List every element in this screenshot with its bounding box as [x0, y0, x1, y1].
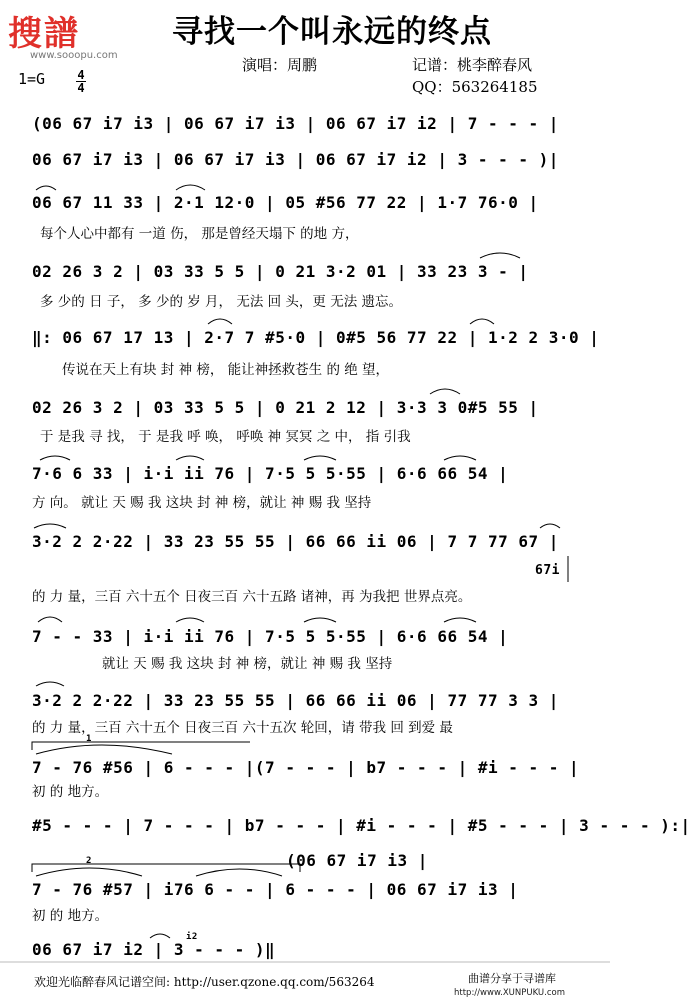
footer-right-url[interactable]: http://www.XUNPUKU.com — [454, 988, 565, 998]
slur-row-9d — [444, 618, 476, 622]
score-row-2: 06 67 i7 i3 | 06 67 i7 i3 | 06 67 i7 i2 | 3 - - - )| — [32, 150, 559, 169]
score-row-1: (06 67 i7 i3 | 06 67 i7 i3 | 06 67 i7 i2 | 7 - - - | — [32, 114, 559, 133]
slur-row-8 — [34, 524, 66, 528]
grace-note: i2 — [186, 932, 198, 942]
lyric-row-4: 多 少的 日 子， 多 少的 岁 月， 无法 回 头，更 无法 遗忘。 — [40, 294, 402, 310]
slur-row-9 — [38, 617, 62, 622]
score-row-4: 02 26 3 2 | 03 33 5 5 | 0 21 3·2 01 | 33 23 3 - | — [32, 262, 529, 281]
lyric-row-5: 传说在天上有块 封 神 榜， 能让神拯救苍生 的 绝 望， — [62, 362, 390, 378]
transcriber-credit: 记谱：桃李醉春风 — [412, 56, 533, 74]
score-row-10: 3·2 2 2·22 | 33 23 55 55 | 66 66 ii 06 | 77 77 3 3 | — [32, 691, 559, 710]
score-row-6: 02 26 3 2 | 03 33 5 5 | 0 21 2 12 | 3·3 3 0#5 55 | — [32, 398, 539, 417]
score-row-8: 3·2 2 2·22 | 33 23 55 55 | 66 66 ii 06 | 7 7 77 67 | — [32, 532, 559, 551]
lyric-row-3: 每个人心中都有 一道 伤， 那是曾经天塌下 的地 方， — [40, 226, 359, 242]
score-row-11: 7 - 76 #56 | 6 - - - |(7 - - - | b7 - - - | #i - - - | — [32, 758, 580, 777]
slur-row-3 — [36, 186, 56, 190]
slur-row-7c — [304, 456, 336, 460]
lyric-row-10: 的 力 量，三百 六十五个 日夜三百 六十五次 轮回，请 带我 回 到爱 最 — [32, 720, 453, 736]
lyric-row-7: 方 向。 就让 天 赐 我 这块 封 神 榜，就让 神 赐 我 坚持 — [32, 495, 372, 511]
singer-credit: 演唱：周鹏 — [242, 56, 318, 74]
lyric-row-6: 于 是我 寻 找， 于 是我 呼 唤， 呼唤 神 冥冥 之 中， 指 引我 — [40, 429, 411, 445]
slur-row-7d — [444, 456, 476, 460]
volta-2-label: 2 — [86, 856, 92, 866]
lyric-row-9: 就让 天 赐 我 这块 封 神 榜，就让 神 赐 我 坚持 — [102, 656, 393, 672]
score-row-7: 7·6 6 33 | i·i ii 76 | 7·5 5 5·55 | 6·6 66 54 | — [32, 464, 509, 483]
score-row-13: 7 - 76 #57 | i76 6 - - | 6 - - - | 06 67 i7 i3 | — [32, 880, 519, 899]
slur-row-9b — [176, 618, 204, 622]
footer-right-title: 曲谱分享于寻谱库 — [468, 972, 556, 985]
slur-row-14 — [150, 934, 170, 938]
slur-row-5 — [208, 319, 232, 324]
slur-row-8b — [540, 524, 560, 528]
logo-text: 搜譜 — [8, 14, 80, 54]
score-row-5: ‖: 06 67 17 13 | 2·7 7 #5·0 | 0#5 56 77 22 | 1·2 2 3·0 | — [32, 328, 600, 347]
slur-row-9c — [304, 618, 336, 622]
score-row-12: #5 - - - | 7 - - - | b7 - - - | #i - - - | #5 - - - | 3 - - - ):| — [32, 816, 691, 835]
slur-row-11 — [36, 745, 172, 754]
slur-row-10 — [36, 682, 64, 686]
lyric-row-11: 初 的 地方。 — [32, 784, 109, 800]
logo-url: www.sooopu.com — [30, 50, 118, 61]
score-row-9: 7 - - 33 | i·i ii 76 | 7·5 5 5·55 | 6·6 66 54 | — [32, 627, 509, 646]
score-row-3: 06 67 11 33 | 2·1 12·0 | 05 #56 77 22 | 1·7 76·0 | — [32, 193, 539, 212]
volta-1-label: 1 — [86, 734, 92, 744]
slur-row-13 — [36, 868, 142, 876]
footer-left-text[interactable]: 欢迎光临醉春风记谱空间: http://user.qzone.qq.com/563264 — [34, 975, 375, 989]
slur-row-4 — [480, 253, 520, 258]
bar-67-mark: 67i — [535, 563, 560, 578]
time-sig-bottom: 4 — [77, 81, 85, 95]
slur-row-7 — [40, 456, 70, 460]
slur-row-13b — [196, 869, 282, 876]
side-music: (06 67 i7 i3 | — [286, 851, 428, 870]
slur-row-3b — [176, 185, 205, 190]
lyric-row-13: 初 的 地方。 — [32, 908, 109, 924]
slur-row-6 — [430, 389, 460, 394]
time-sig-top: 4 — [77, 68, 85, 82]
qq-contact: QQ：563264185 — [412, 78, 538, 96]
lyric-row-8: 的 力 量，三百 六十五个 日夜三百 六十五路 诸神，再 为我把 世界点亮。 — [32, 589, 472, 605]
slur-row-5b — [470, 319, 494, 324]
key-signature: 1=G — [18, 70, 46, 88]
slur-row-7b — [176, 456, 204, 460]
score-row-14: 06 67 i7 i2 | 3 - - - )‖ — [32, 940, 276, 959]
volta-1-bracket — [32, 742, 250, 750]
song-title: 寻找一个叫永远的终点 — [172, 14, 492, 50]
